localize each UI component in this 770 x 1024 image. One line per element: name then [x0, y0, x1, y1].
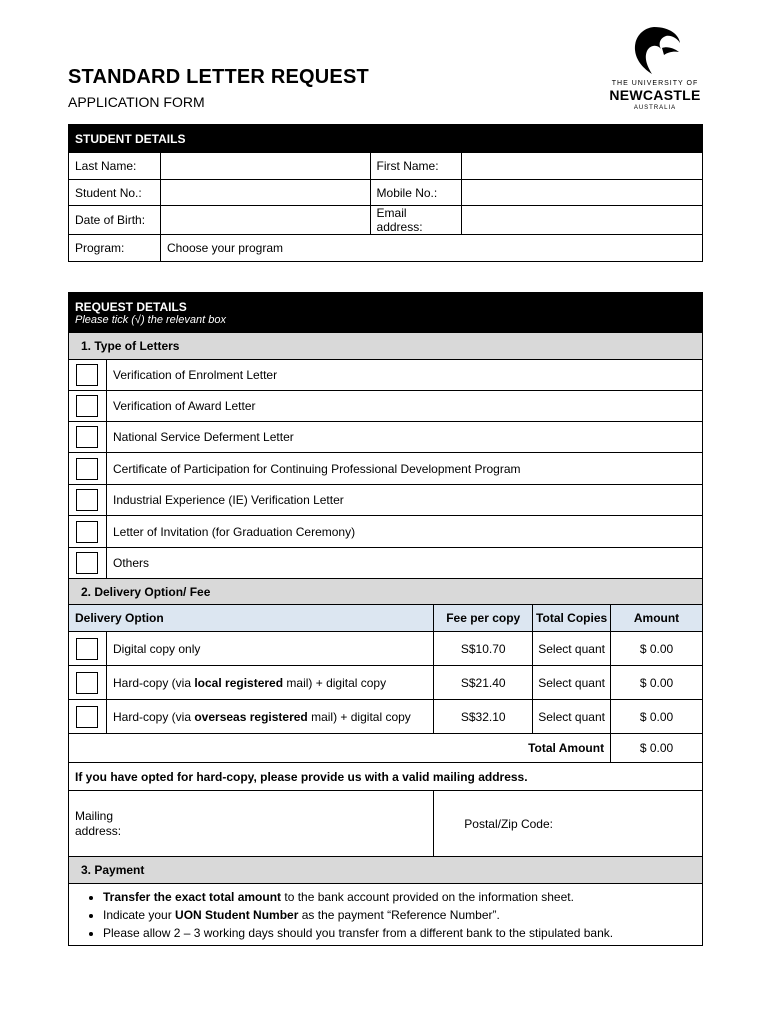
email-label: Email address: — [370, 206, 462, 235]
total-amount-label: Total Amount — [69, 734, 611, 763]
letter-option-label: Verification of Enrolment Letter — [106, 360, 702, 391]
delivery-option-label: Digital copy only — [106, 632, 433, 666]
payment-item: • Please allow 2 – 3 working days should you transfer from a different bank to the stipulated bank. — [103, 924, 696, 942]
checkbox-icon[interactable] — [76, 706, 98, 728]
page-subtitle: APPLICATION FORM — [68, 94, 205, 110]
delivery-checkbox[interactable] — [69, 700, 107, 734]
last-name-label: Last Name: — [69, 153, 161, 180]
seahorse-logo-icon — [600, 24, 710, 80]
dob-label: Date of Birth: — [69, 206, 161, 235]
request-details-table — [68, 292, 703, 946]
page-title: STANDARD LETTER REQUEST — [68, 66, 369, 88]
program-label: Program: — [69, 235, 161, 262]
request-details-heading — [69, 293, 703, 333]
mobile-no-label: Mobile No.: — [370, 180, 462, 206]
type-of-letters-heading: 1. Type of Letters — [69, 333, 703, 360]
letter-option-label: Others — [106, 548, 702, 579]
copies-select[interactable]: Select quant — [533, 632, 611, 666]
fee-value: S$32.10 — [434, 700, 533, 734]
delivery-row — [69, 700, 703, 734]
amount-value: $ 0.00 — [611, 666, 703, 700]
letter-checkbox[interactable] — [69, 485, 107, 516]
program-dropdown[interactable]: Choose your program — [160, 235, 702, 262]
delivery-option-label: Hard-copy (via overseas registered mail) + digital copy — [106, 700, 433, 734]
delivery-option-column-header: Delivery Option — [69, 605, 434, 632]
checkbox-icon[interactable] — [76, 552, 98, 574]
checkbox-icon[interactable] — [76, 458, 98, 480]
student-details-heading: STUDENT DETAILS — [69, 125, 703, 153]
copies-select[interactable]: Select quant — [533, 666, 611, 700]
logo-text-line3: AUSTRALIA — [633, 105, 677, 111]
student-no-field[interactable] — [160, 180, 370, 206]
fee-column-header: Fee per copy — [434, 605, 533, 632]
payment-heading: 3. Payment — [69, 857, 703, 884]
delivery-option-label: Hard-copy (via local registered mail) + digital copy — [106, 666, 433, 700]
mobile-no-field[interactable] — [462, 180, 703, 206]
checkbox-icon[interactable] — [76, 426, 98, 448]
total-amount-value: $ 0.00 — [611, 734, 703, 763]
letter-option-label: National Service Deferment Letter — [106, 422, 702, 453]
postal-code-field[interactable] — [434, 791, 703, 857]
logo-text-line1: THE UNIVERSITY OF — [611, 80, 699, 87]
request-details-instruction: Please tick (√) the relevant box — [75, 313, 226, 326]
fee-value: S$10.70 — [434, 632, 533, 666]
amount-column-header: Amount — [611, 605, 703, 632]
delivery-checkbox[interactable] — [69, 632, 107, 666]
mailing-address-field[interactable] — [69, 791, 434, 857]
dob-field[interactable] — [160, 206, 370, 235]
letter-checkbox[interactable] — [69, 391, 107, 422]
delivery-row — [69, 632, 703, 666]
payment-item: • Transfer the exact total amount to the bank account provided on the information sheet. — [103, 888, 696, 906]
fee-value: S$21.40 — [434, 666, 533, 700]
logo-text-line2: NEWCASTLE — [609, 87, 701, 103]
student-details-table — [68, 124, 703, 262]
letter-checkbox[interactable] — [69, 516, 107, 548]
request-details-title: REQUEST DETAILS — [75, 299, 187, 314]
delivery-option-heading: 2. Delivery Option/ Fee — [69, 579, 703, 605]
payment-item: • Indicate your UON Student Number as the payment “Reference Number”. — [103, 906, 696, 924]
letter-checkbox[interactable] — [69, 453, 107, 485]
checkbox-icon[interactable] — [76, 395, 98, 417]
checkbox-icon[interactable] — [76, 638, 98, 660]
copies-column-header: Total Copies — [533, 605, 611, 632]
delivery-row — [69, 666, 703, 700]
delivery-checkbox[interactable] — [69, 666, 107, 700]
payment-list — [75, 888, 696, 942]
payment-instructions — [69, 884, 703, 946]
letter-option-label: Letter of Invitation (for Graduation Ceremony) — [106, 516, 702, 548]
postal-code-label: Postal/Zip Code: — [464, 816, 553, 831]
first-name-field[interactable] — [462, 153, 703, 180]
university-logo — [600, 24, 710, 116]
letter-checkbox[interactable] — [69, 548, 107, 579]
amount-value: $ 0.00 — [611, 632, 703, 666]
checkbox-icon[interactable] — [76, 521, 98, 543]
email-field[interactable] — [462, 206, 703, 235]
copies-select[interactable]: Select quant — [533, 700, 611, 734]
checkbox-icon[interactable] — [76, 489, 98, 511]
last-name-field[interactable] — [160, 153, 370, 180]
mailing-address-label: Mailing address: — [75, 808, 122, 838]
letter-checkbox[interactable] — [69, 360, 107, 391]
letter-option-label: Certificate of Participation for Continuing Professional Development Program — [106, 453, 702, 485]
amount-value: $ 0.00 — [611, 700, 703, 734]
checkbox-icon[interactable] — [76, 364, 98, 386]
checkbox-icon[interactable] — [76, 672, 98, 694]
student-no-label: Student No.: — [69, 180, 161, 206]
hardcopy-note: If you have opted for hard-copy, please provide us with a valid mailing address. — [69, 763, 703, 791]
first-name-label: First Name: — [370, 153, 462, 180]
letter-option-label: Verification of Award Letter — [106, 391, 702, 422]
letter-checkbox[interactable] — [69, 422, 107, 453]
letter-option-label: Industrial Experience (IE) Verification Letter — [106, 485, 702, 516]
